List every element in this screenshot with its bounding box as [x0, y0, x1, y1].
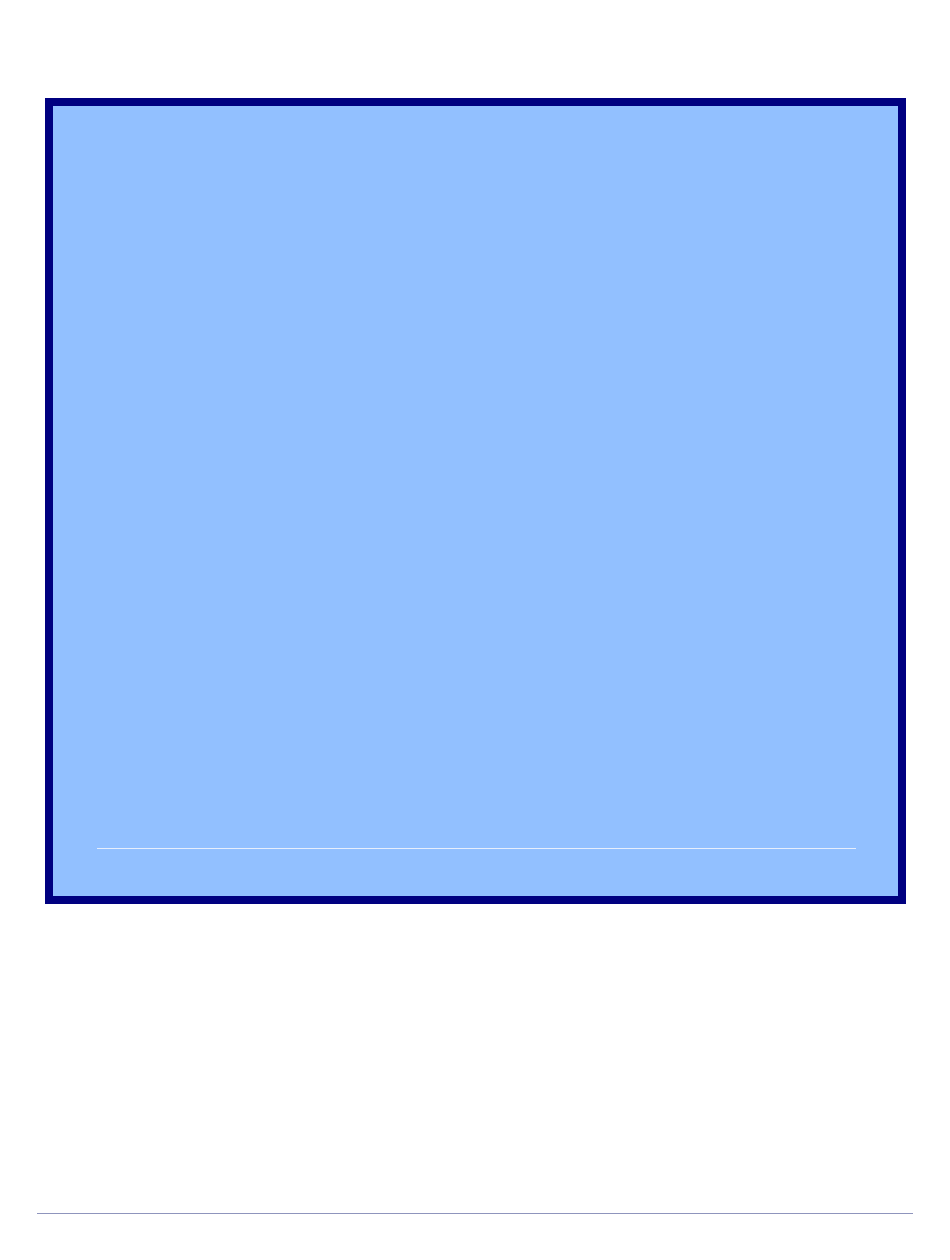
page-frame	[45, 98, 906, 904]
divider	[97, 848, 856, 849]
audio-config-panel	[53, 106, 898, 896]
page-footer-rule	[37, 1213, 913, 1214]
